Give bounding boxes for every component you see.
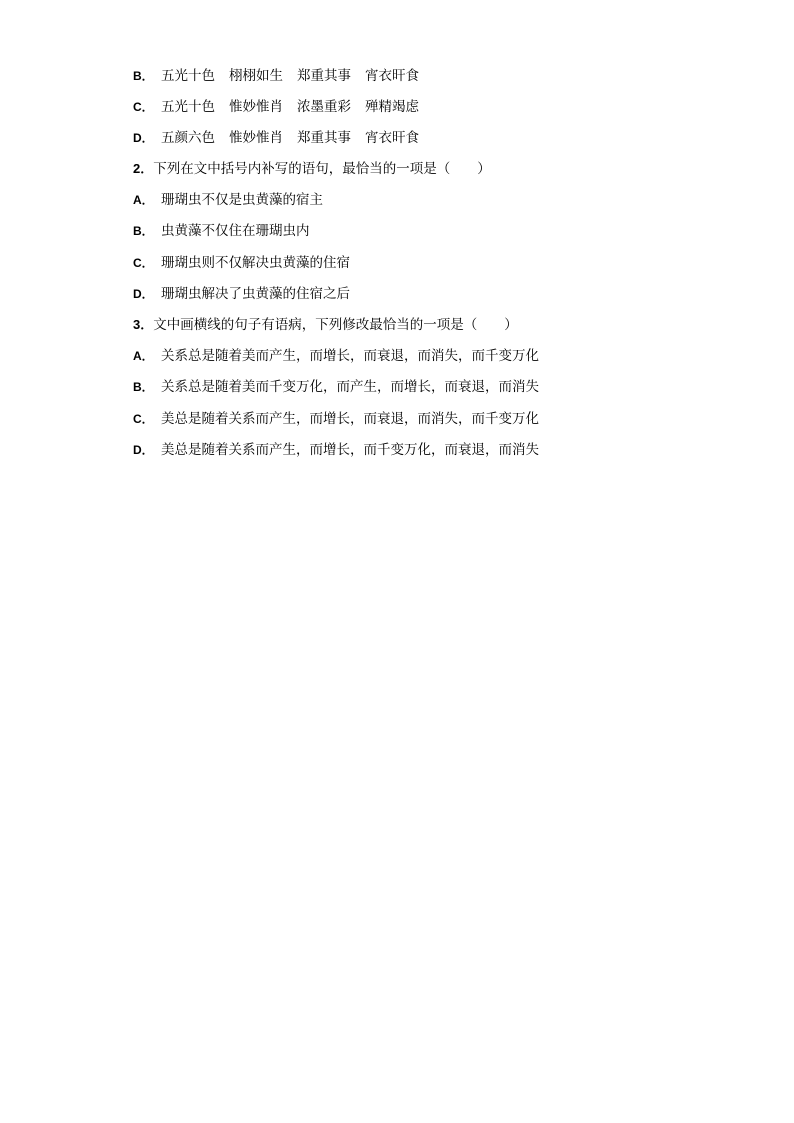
option-text: 关系总是随着美而产生，而增长，而衰退，而消失，而千变万化 bbox=[161, 348, 539, 364]
option-part: 郑重其事 bbox=[297, 68, 351, 84]
option-text: 珊瑚虫不仅是虫黄藻的宿主 bbox=[161, 192, 323, 208]
option-part: 五颜六色 bbox=[161, 130, 215, 146]
option-letter: B． bbox=[133, 224, 154, 238]
option-text: 关系总是随着美而千变万化，而产生，而增长，而衰退，而消失 bbox=[161, 379, 539, 395]
option-part: 栩栩如生 bbox=[229, 68, 283, 84]
question-text: 下列在文中括号内补写的语句，最恰当的一项是（ ） bbox=[153, 161, 491, 177]
q3-option-c bbox=[133, 409, 539, 429]
option-part: 宵衣旰食 bbox=[365, 130, 419, 146]
option-letter: C． bbox=[133, 412, 154, 426]
option-letter: C． bbox=[133, 256, 154, 270]
q2-option-a bbox=[133, 190, 323, 210]
option-letter: C． bbox=[133, 100, 154, 114]
option-text: 珊瑚虫解决了虫黄藻的住宿之后 bbox=[161, 286, 350, 302]
question-number: 3． bbox=[133, 317, 154, 332]
option-part: 五光十色 bbox=[161, 68, 215, 84]
q2-option-c bbox=[133, 253, 350, 273]
option-text: 美总是随着关系而产生，而增长，而衰退，而消失，而千变万化 bbox=[161, 411, 539, 427]
option-letter: B． bbox=[133, 380, 154, 394]
option-letter: D． bbox=[133, 131, 154, 145]
option-part: 五光十色 bbox=[161, 99, 215, 115]
q1-option-c bbox=[133, 97, 419, 117]
option-letter: D． bbox=[133, 443, 154, 457]
option-text: 虫黄藻不仅住在珊瑚虫内 bbox=[161, 223, 310, 239]
q1-option-d bbox=[133, 128, 419, 148]
q2-option-d bbox=[133, 284, 350, 304]
option-part: 郑重其事 bbox=[297, 130, 351, 146]
q1-option-b bbox=[133, 66, 419, 86]
option-part: 殚精竭虑 bbox=[365, 99, 419, 115]
q3-stem bbox=[133, 315, 518, 335]
question-text: 文中画横线的句子有语病，下列修改最恰当的一项是（ ） bbox=[153, 317, 518, 333]
question-number: 2． bbox=[133, 161, 154, 176]
option-part: 惟妙惟肖 bbox=[229, 99, 283, 115]
option-text: 珊瑚虫则不仅解决虫黄藻的住宿 bbox=[161, 255, 350, 271]
option-text: 美总是随着关系而产生，而增长，而千变万化，而衰退，而消失 bbox=[161, 442, 539, 458]
option-letter: A． bbox=[133, 193, 154, 207]
option-part: 浓墨重彩 bbox=[297, 99, 351, 115]
option-letter: D． bbox=[133, 287, 154, 301]
option-letter: A． bbox=[133, 349, 154, 363]
q3-option-d bbox=[133, 440, 539, 460]
q2-option-b bbox=[133, 221, 310, 241]
option-part: 宵衣旰食 bbox=[365, 68, 419, 84]
q3-option-a bbox=[133, 346, 539, 366]
option-letter: B． bbox=[133, 69, 154, 83]
option-part: 惟妙惟肖 bbox=[229, 130, 283, 146]
q2-stem bbox=[133, 159, 491, 179]
q3-option-b bbox=[133, 377, 539, 397]
